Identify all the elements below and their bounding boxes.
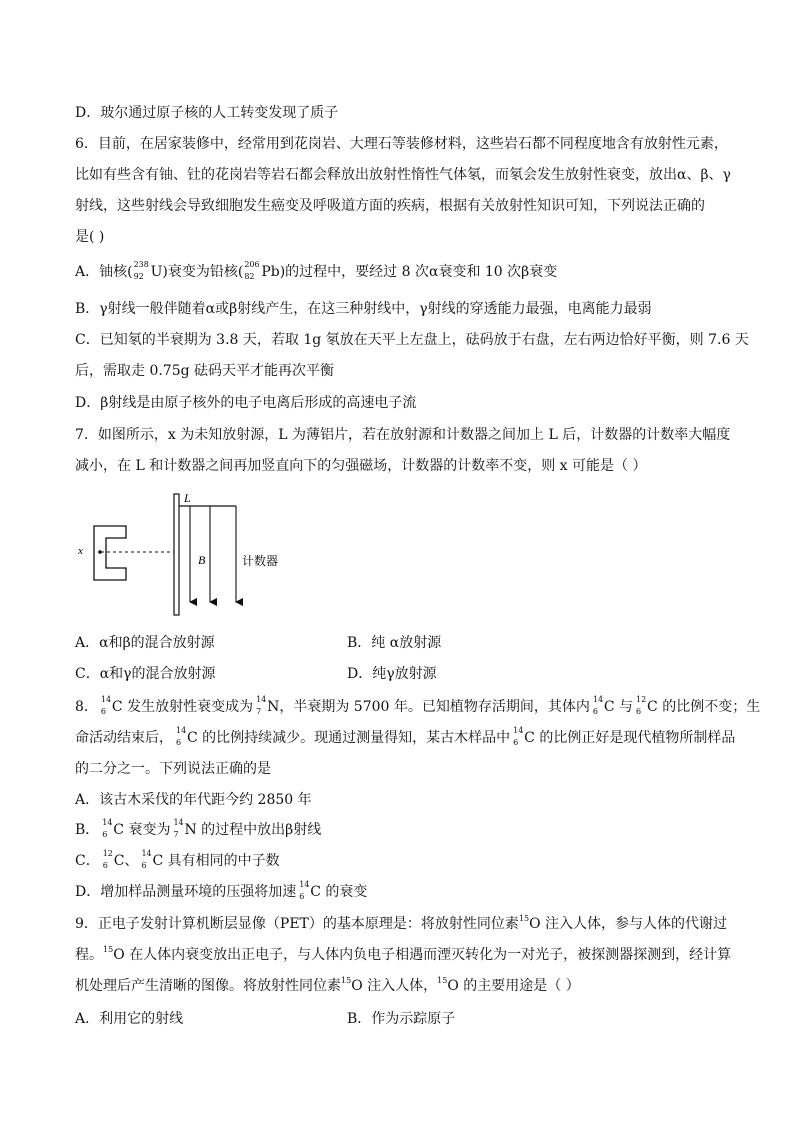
q6-a-text-mid: )衰变为铅核( <box>162 264 244 280</box>
c14-mass: 14 <box>141 849 152 858</box>
carbon-symbol: C <box>111 699 123 715</box>
q5-option-d: D．玻尔通过原子核的人工转变发现了质子 <box>75 105 339 121</box>
uranium-mass-number: 238 <box>133 260 149 269</box>
q6-stem-line-4: 是( ) <box>75 229 105 245</box>
q8-text: 与 <box>614 699 634 715</box>
carbon14-nuclide <box>296 882 310 902</box>
carbon-symbol: C <box>310 884 321 900</box>
carbon-symbol: C <box>187 730 198 746</box>
q8-c-label: C． <box>75 853 100 869</box>
carbon14-nuclide <box>138 851 152 871</box>
c14-z: 6 <box>100 707 107 716</box>
q8-text: 的比例正好是现代植物所制样品 <box>534 730 736 746</box>
c12-mass: 12 <box>102 849 113 858</box>
carbon14-nuclide <box>99 820 113 840</box>
q9-text: O 的主要用途是（ ） <box>447 978 580 994</box>
q6-a-text-pre: A．铀核( <box>75 264 133 280</box>
q7-option-b: B．纯 α放射源 <box>347 635 442 651</box>
c14-z: 6 <box>513 738 519 747</box>
c12-z: 6 <box>102 861 108 870</box>
field-B-label: B <box>198 553 206 567</box>
q8-text: 发生放射性衰变成为 <box>122 699 254 715</box>
n14-mass: 14 <box>256 695 267 704</box>
o15-mass: 15 <box>103 945 114 954</box>
q8-text: 命活动结束后， <box>75 730 173 746</box>
q9-stem-line-3 <box>75 976 580 996</box>
nitrogen14-nuclide <box>253 697 267 717</box>
n14-z: 7 <box>256 707 262 716</box>
q6-stem-line-2: 比如有些含有铀、钍的花岗岩等岩石都会释放出放射性惰性气体氡，而氡会发生放射性衰变，放出α、β、γ <box>75 167 731 183</box>
q9-stem-line-2 <box>75 945 731 965</box>
uranium-atomic-number: 92 <box>133 272 144 281</box>
q6-option-c-line-1: C．已知氡的半衰期为 3.8 天，若取 1g 氡放在天平上左盘上，砝码放于右盘，左右两边恰好平衡，则 7.6 天 <box>75 332 749 348</box>
lead-nuclide <box>243 262 261 282</box>
q8-option-a: A．该古木采伐的年代距今约 2850 年 <box>75 792 312 808</box>
carbon12-nuclide <box>100 851 114 871</box>
q7-figure <box>70 488 310 622</box>
q6-option-d: D．β射线是由原子核外的电子电离后形成的高速电子流 <box>75 395 417 411</box>
o15-mass: 15 <box>437 976 448 985</box>
q9-text: O 在人体内衰变放出正电子，与人体内负电子相遇而湮灭转化为一对光子，被探测器探测到，经计算 <box>113 947 732 963</box>
q8-b-text: 的过程中放出β射线 <box>196 822 322 838</box>
n14-z: 7 <box>173 830 179 839</box>
q8-b-text: 衰变为 <box>124 822 171 838</box>
aluminum-foil-L <box>174 494 179 615</box>
q7-stem-line-2: 减小，在 L 和计数器之间再加竖直向下的匀强磁场，计数器的计数率不变，则 x 可能是（ ） <box>75 458 647 474</box>
carbon-symbol: C <box>113 822 125 838</box>
q7-option-c: C．α和γ的混合放射源 <box>75 666 216 682</box>
c12-mass: 12 <box>636 695 647 704</box>
carbon14-nuclide <box>590 697 604 717</box>
o15-mass: 15 <box>518 914 530 923</box>
q8-number: 8． <box>75 699 98 715</box>
carbon-symbol: C <box>113 853 125 869</box>
nitrogen-symbol: N <box>267 699 280 715</box>
q6-option-c-line-2: 后，需取走 0.75g 砝码天平才能再次平衡 <box>75 363 335 379</box>
c14-z: 6 <box>299 892 305 901</box>
carbon12-nuclide <box>633 697 647 717</box>
q9-text: 程。 <box>75 947 103 963</box>
o15-mass: 15 <box>341 976 352 985</box>
q8-text: 的比例持续减少。现通过测量得知，某古木样品中 <box>197 730 511 746</box>
q8-option-d <box>75 882 367 902</box>
c14-mass: 14 <box>102 818 113 827</box>
q9-option-b: B．作为示踪原子 <box>347 1011 456 1027</box>
c14-mass: 14 <box>100 695 112 704</box>
q9-stem-line-1 <box>75 914 727 934</box>
counter-label: 计数器 <box>242 554 279 568</box>
q6-option-a <box>75 262 557 282</box>
q8-b-label: B． <box>75 822 100 838</box>
q9-text: 机处理后产生清晰的图像。将放射性同位素 <box>75 978 341 994</box>
c14-z: 6 <box>141 861 147 870</box>
q6-stem-line-3: 射线，这些射线会导致细胞发生癌变及呼吸道方面的疾病，根据有关放射性知识可知，下列说法正确的 <box>75 198 705 214</box>
uranium-symbol: U <box>150 264 163 280</box>
lead-atomic-number: 82 <box>244 272 255 281</box>
c14-mass: 14 <box>513 726 524 735</box>
q6-option-b: B．γ射线一般伴随着α或β射线产生，在这三种射线中，γ射线的穿透能力最强，电离能力最弱 <box>75 301 652 317</box>
carbon-symbol: C <box>152 853 164 869</box>
q8-stem-line-3: 的二分之一。下列说法正确的是 <box>75 761 271 777</box>
source-x-label: x <box>78 545 83 557</box>
lead-symbol: Pb <box>261 264 280 280</box>
c14-mass: 14 <box>592 695 604 704</box>
q7-stem-line-1: 7．如图所示，x 为未知放射源，L 为薄铝片，若在放射源和计数器之间加上 L 后，计数器的计数率大幅度 <box>75 427 731 443</box>
c14-z: 6 <box>176 738 182 747</box>
q9-text: 9．正电子发射计算机断层显像（PET）的基本原理是：将放射性同位素 <box>75 916 519 932</box>
uranium-nuclide <box>133 262 151 282</box>
lead-mass-number: 206 <box>244 260 260 269</box>
c14-z: 6 <box>592 707 598 716</box>
q8-d-text: 的衰变 <box>320 884 368 900</box>
c14-z: 6 <box>102 830 108 839</box>
carbon14-nuclide <box>173 728 187 748</box>
q8-stem-line-2 <box>75 728 735 748</box>
q6-a-text-post: )的过程中，要经过 8 次α衰变和 10 次β衰变 <box>279 264 558 280</box>
q9-option-a: A．利用它的射线 <box>75 1011 184 1027</box>
q8-option-c <box>75 851 280 871</box>
q8-c-text: 具有相同的中子数 <box>163 853 280 869</box>
nitrogen14-nuclide <box>170 820 184 840</box>
q6-stem-line-1: 6．目前，在居家装修中，经常用到花岗岩、大理石等装修材料，这些岩石都不同程度地含有放射性元素， <box>75 136 728 152</box>
q7-option-d: D．纯γ放射源 <box>347 666 437 682</box>
c12-z: 6 <box>636 707 642 716</box>
carbon-symbol: C <box>647 699 658 715</box>
foil-L-label: L <box>184 491 191 505</box>
q8-text: ，半衰期为 5700 年。已知植物存活期间，其体内 <box>279 699 590 715</box>
q8-option-b <box>75 820 321 840</box>
carbon-symbol: C <box>524 730 535 746</box>
carbon-symbol: C <box>603 699 615 715</box>
q8-stem-line-1 <box>75 697 760 717</box>
c14-mass: 14 <box>176 726 187 735</box>
n14-mass: 14 <box>173 818 184 827</box>
q8-d-text: D．增加样品测量环境的压强将加速 <box>75 884 297 900</box>
q8-text: 的比例不变；生 <box>657 699 761 715</box>
q9-text: O 注入人体，参与人体的代谢过 <box>529 916 728 932</box>
q8-c-sep: 、 <box>124 853 139 869</box>
q7-apparatus-diagram <box>70 488 310 618</box>
c14-mass: 14 <box>299 880 310 889</box>
carbon14-nuclide <box>98 697 112 717</box>
q7-option-a: A．α和β的混合放射源 <box>75 635 215 651</box>
nitrogen-symbol: N <box>184 822 197 838</box>
q9-text: O 注入人体， <box>351 978 438 994</box>
carbon14-nuclide <box>510 728 524 748</box>
